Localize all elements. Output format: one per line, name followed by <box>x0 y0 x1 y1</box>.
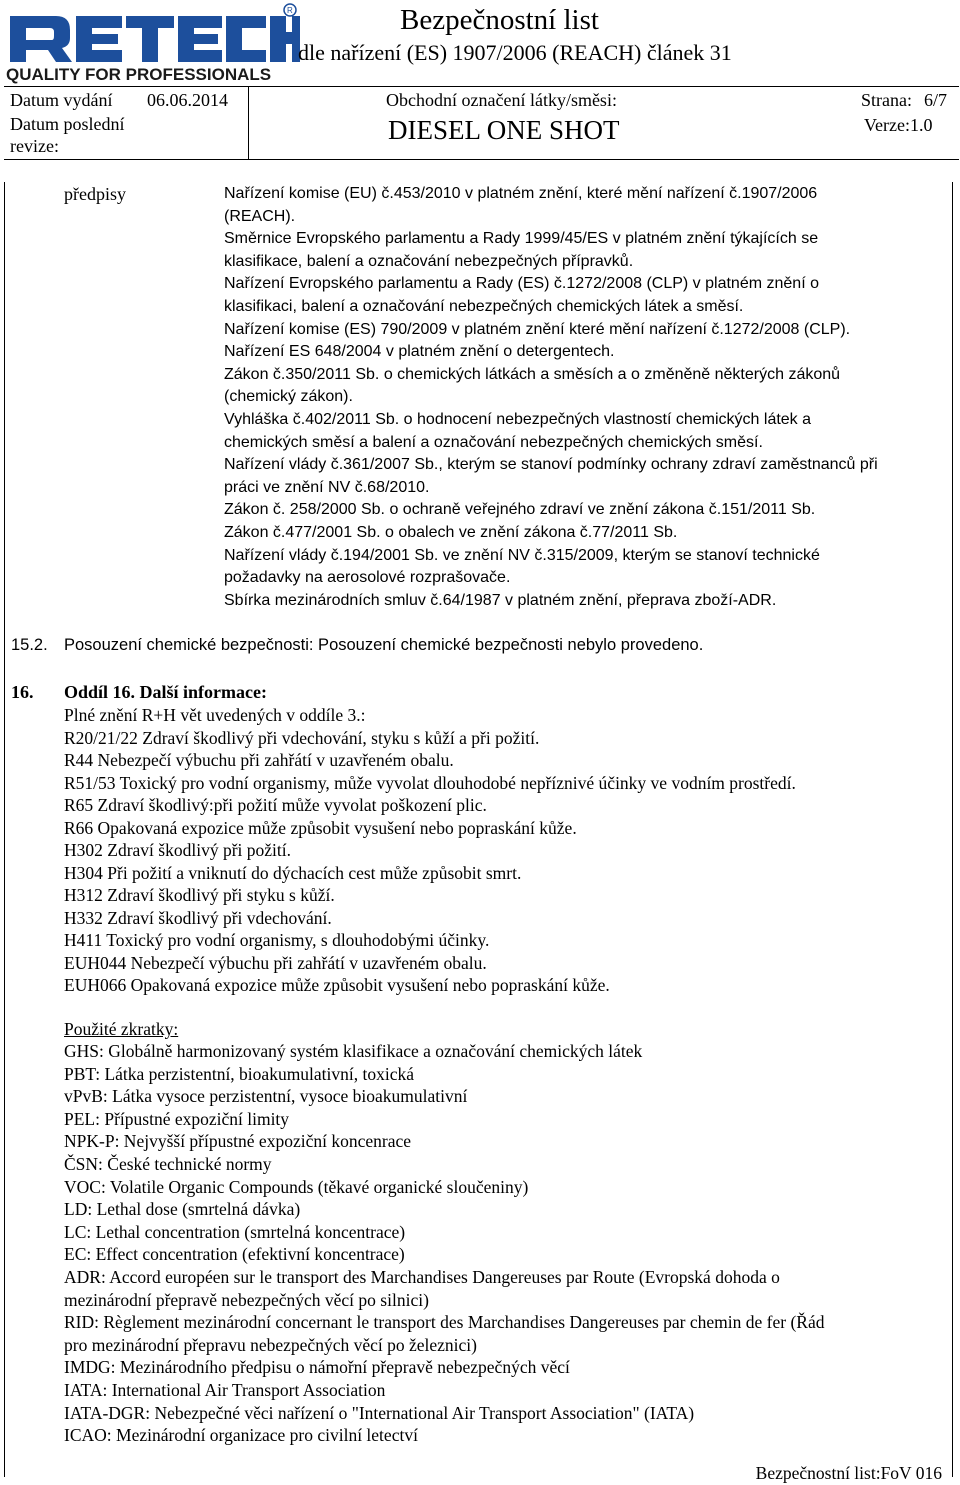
list-item: Zákon č.350/2011 Sb. o chemických látkách a směsích a o změněně některých zákonů <box>224 365 841 383</box>
list-item: R66 Opakovaná expozice může způsobit vysušení nebo popraskání kůže. <box>64 817 577 838</box>
list-item: (REACH). <box>224 207 296 225</box>
list-item: vPvB: Látka vysoce perzistentní, vysoce bioakumulativní <box>64 1086 468 1107</box>
header-table <box>4 86 959 160</box>
list-item: mezinárodní přepravě nebezpečných věcí po silnici) <box>64 1289 429 1310</box>
list-item: RID: Règlement mezinárodní concernant le transport des Marchandises Dangereuses par chemin de fer (Řád <box>64 1312 825 1333</box>
list-item: H411 Toxický pro vodní organismy, s dlouhodobými účinky. <box>64 930 490 950</box>
list-item: H304 Při požití a vniknutí do dýchacích cest může způsobit smrt. <box>64 862 522 883</box>
last-revision-label: Datum poslední <box>10 114 125 134</box>
list-item: H312 Zdraví škodlivý při styku s kůží. <box>64 885 335 905</box>
registered-mark: R <box>287 6 293 15</box>
document-title: Bezpečnostní list <box>400 4 599 36</box>
logo-tagline: QUALITY FOR PROFESSIONALS <box>6 65 272 84</box>
issue-date-value: 06.06.2014 <box>147 90 228 110</box>
list-item: Nařízení komise (ES) 790/2009 v platném znění které mění nařízení č.1272/2008 (CLP). <box>224 320 851 338</box>
section-number: 16. <box>11 682 34 702</box>
header-divider-1 <box>248 87 249 159</box>
section-16-heading <box>11 681 267 703</box>
list-item: požadavky na aerosolové rozprašovače. <box>224 569 511 587</box>
list-item: H302 Zdraví škodlivý při požití. <box>64 840 291 860</box>
section-15-2 <box>11 634 703 656</box>
page-value: 6/7 <box>924 90 948 110</box>
retech-logo <box>4 2 300 84</box>
list-item: LD: Lethal dose (smrtelná dávka) <box>64 1199 301 1220</box>
section-title: Oddíl 16. Další informace: <box>64 682 267 702</box>
issue-date-label: Datum vydání <box>10 90 113 110</box>
list-item: IMDG: Mezinárodního předpisu o námořní přepravě nebezpečných věcí <box>64 1357 570 1378</box>
list-item: Nařízení vlády č.361/2007 Sb., kterým se stanoví podmínky ochrany zdraví zaměstnanců při <box>224 456 878 474</box>
list-item: IATA: International Air Transport Association <box>64 1379 386 1400</box>
list-item: Zákon č. 258/2000 Sb. o ochraně veřejného zdraví ve znění zákona č.151/2011 Sb. <box>224 501 816 519</box>
list-item: klasifikace, balení a označování nebezpečných přípravků. <box>224 252 634 270</box>
abbreviations-title: Použité zkratky: <box>64 1019 179 1039</box>
section-16-body <box>64 704 944 997</box>
list-item: EUH044 Nebezpečí výbuchu při zahřátí v uzavřeném obalu. <box>64 952 487 973</box>
list-item: Nařízení komise (EU) č.453/2010 v platném znění, které mění nařízení č.1907/2006 <box>224 185 818 202</box>
list-item: Nařízení vlády č.194/2001 Sb. ve znění NV č.315/2009, kterým se stanoví technické <box>224 546 820 564</box>
list-item: IATA-DGR: Nebezpečné věci nařízení o "International Air Transport Association" (IATA) <box>64 1402 695 1423</box>
regulations-label: předpisy <box>64 184 126 204</box>
section-number: 15.2. <box>11 636 48 654</box>
list-item: LC: Lethal concentration (smrtelná koncentrace) <box>64 1221 406 1242</box>
list-item: pro mezinárodní přepravu nebezpečných věcí po železnici) <box>64 1334 477 1355</box>
list-item: EUH066 Opakovaná expozice může způsobit vysušení nebo popraskání kůže. <box>64 975 610 995</box>
list-item: EC: Effect concentration (efektivní koncentrace) <box>64 1244 405 1265</box>
list-item: R65 Zdraví škodlivý:při požití může vyvolat poškození plic. <box>64 795 487 815</box>
list-item: chemických směsí a balení a označování nebezpečných chemických směsí. <box>224 433 763 451</box>
section-text: Posouzení chemické bezpečnosti: Posouzení chemické bezpečnosti nebylo provedeno. <box>64 636 704 654</box>
list-item: Nařízení ES 648/2004 v platném znění o detergentech. <box>224 343 615 361</box>
list-item: práci ve znění NV č.68/2010. <box>224 478 430 496</box>
list-item: R44 Nebezpečí výbuchu při zahřátí v uzavřeném obalu. <box>64 750 454 770</box>
list-item: VOC: Volatile Organic Compounds (těkavé organické sloučeniny) <box>64 1176 529 1197</box>
left-border-line <box>4 182 5 1477</box>
list-item: ADR: Accord européen sur le transport des Marchandises Dangereuses par Route (Evropská dohoda o <box>64 1266 780 1287</box>
list-item: (chemický zákon). <box>224 388 353 406</box>
phrases-intro: Plné znění R+H vět uvedených v oddíle 3.: <box>64 705 366 725</box>
list-item: Směrnice Evropského parlamentu a Rady 1999/45/ES v platném znění týkajících se <box>224 230 819 248</box>
list-item: klasifikaci, balení a označování nebezpečných chemických látek a směsí. <box>224 297 744 315</box>
page-footer: Bezpečnostní list:FoV 016 <box>755 1463 942 1483</box>
version-label: Verze:1.0 <box>864 115 933 135</box>
list-item: ICAO: Mezinárodní organizace pro civilní letectví <box>64 1425 418 1446</box>
abbreviations-list <box>64 1040 944 1447</box>
list-item: R51/53 Toxický pro vodní organismy, může vyvolat dlouhodobé nepříznivé účinky ve vodním prostředí. <box>64 772 796 793</box>
list-item: Vyhláška č.402/2011 Sb. o hodnocení nebezpečných vlastností chemických látek a <box>224 410 812 428</box>
list-item: PEL: Přípustné expoziční limity <box>64 1108 290 1129</box>
list-item: ČSN: České technické normy <box>64 1153 272 1174</box>
list-item: GHS: Globálně harmonizovaný systém klasifikace a označování chemických látek <box>64 1041 643 1061</box>
list-item: NPK-P: Nejvyšší přípustné expoziční koncenrace <box>64 1131 412 1152</box>
list-item: Nařízení Evropského parlamentu a Rady (ES) č.1272/2008 (CLP) v platném znění o <box>224 275 819 293</box>
right-border-line <box>952 182 953 1477</box>
document-subtitle: dle nařízení (ES) 1907/2006 (REACH) článek 31 <box>298 40 732 65</box>
list-item: R20/21/22 Zdraví škodlivý při vdechování, styku s kůží a při požití. <box>64 727 540 748</box>
regulations-list <box>224 183 942 612</box>
trade-name-label: Obchodní označení látky/směsi: <box>386 90 617 110</box>
list-item: H332 Zdraví škodlivý při vdechování. <box>64 907 332 928</box>
trade-name-value: DIESEL ONE SHOT <box>388 115 620 145</box>
last-revision-label-2: revize: <box>10 136 59 156</box>
list-item: PBT: Látka perzistentní, bioakumulativní, toxická <box>64 1063 415 1084</box>
page-label: Strana: <box>861 90 912 110</box>
list-item: Sbírka mezinárodních smluv č.64/1987 v platném znění, přeprava zboží-ADR. <box>224 591 777 609</box>
list-item: Zákon č.477/2001 Sb. o obalech ve znění zákona č.77/2011 Sb. <box>224 523 678 541</box>
